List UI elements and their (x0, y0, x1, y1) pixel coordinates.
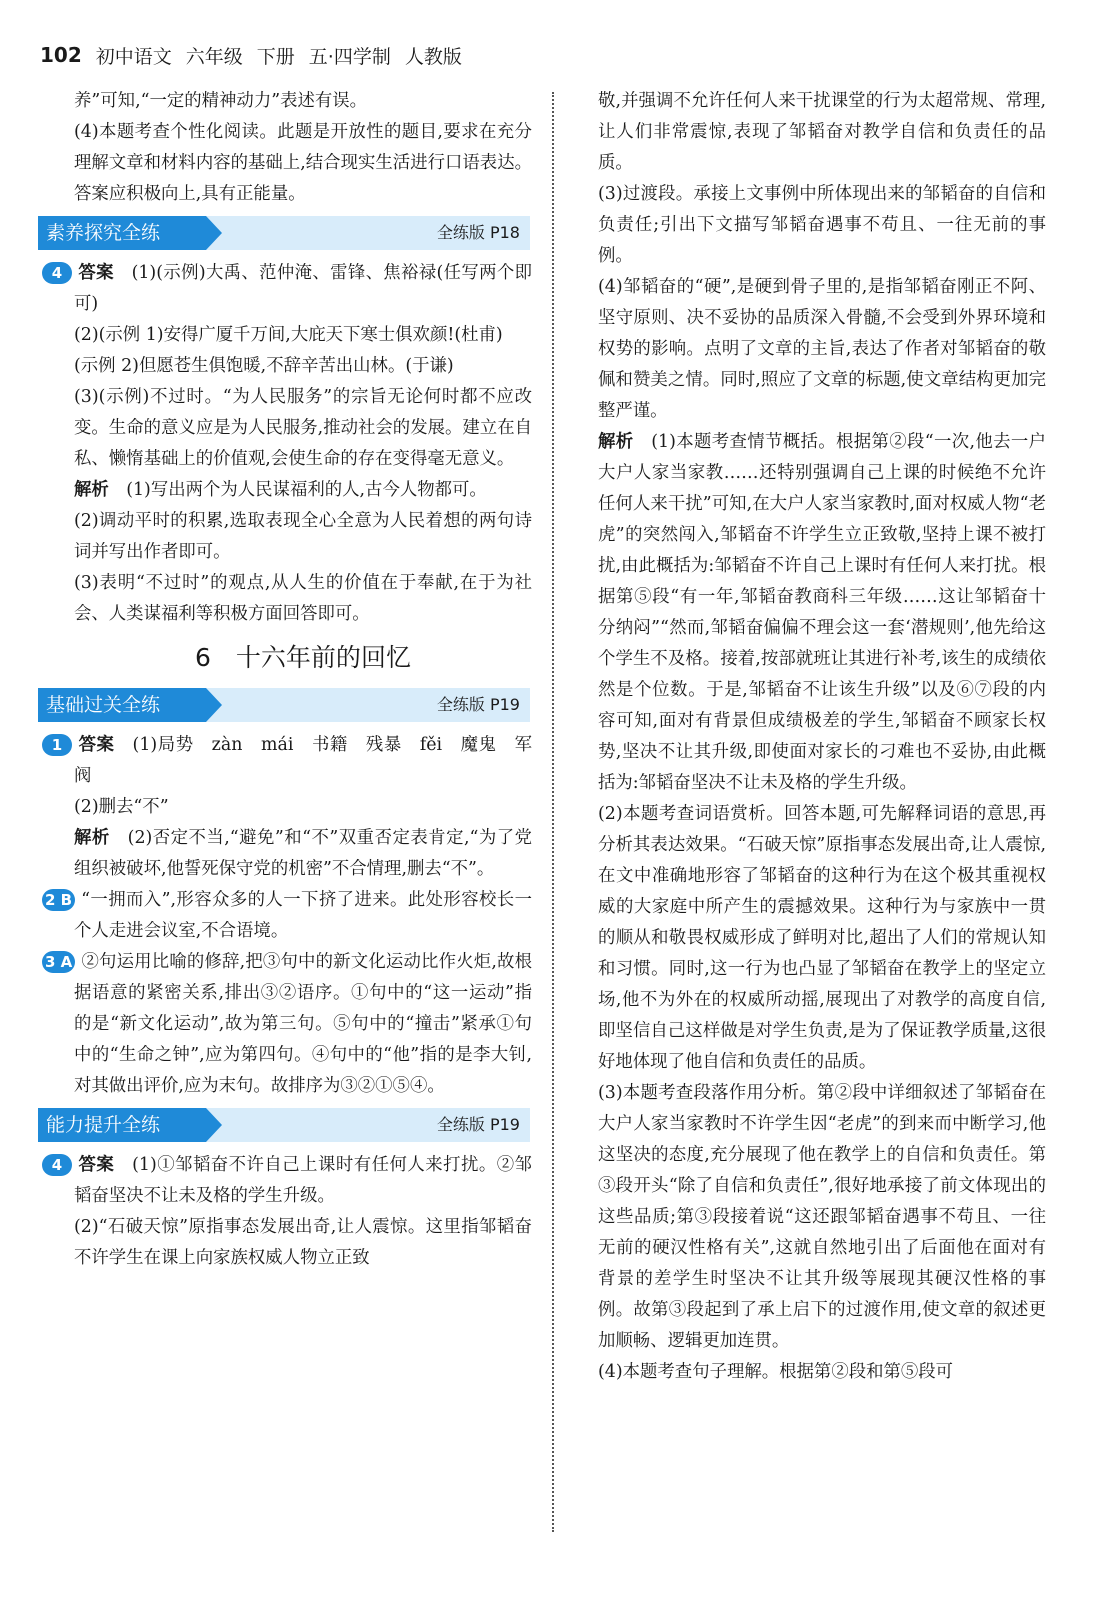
answer-label: 答案 (78, 735, 115, 755)
question-text: ②句运用比喻的修辞,把③句中的新文化运动比作火炬,故根据语意的紧密关系,排出③②语序。①句中的“这一运动”指的是“新文化运动”,故为第三句。⑤句中的“撞击”紧承①句中的“生命之钟”,应为第四句。④句中的“他”指的是李大钊,对其做出评价,应为末句。故排序为③②①⑤④。 (74, 952, 532, 1096)
answer-text: (1)①邹韬奋不许自己上课时有任何人来打扰。②邹韬奋坚决不让未及格的学生升级。 (74, 1155, 532, 1206)
page-number: 102 (40, 43, 82, 67)
s1-answer-2: (2)(示例 1)安得广厦千万间,大庇天下寒士俱欢颜!(杜甫) (74, 325, 503, 345)
lesson-title: 6 十六年前的回忆 (195, 643, 411, 672)
s1-answer-4: (3)(示例)不过时。“为人民服务”的宗旨无论何时都不应改变。生命的意义应是为人民服务,推动社会的发展。建立在自私、懒惰基础上的价值观,会使生命的存在变得毫无意义。 (74, 387, 532, 469)
section-banner-nengli (38, 1108, 530, 1142)
left-column (45, 86, 532, 1274)
section-banner-suyang (38, 216, 530, 250)
analysis-label: 解析 (598, 432, 634, 452)
header-grade: 六年级 (185, 45, 243, 68)
s1-analysis-3: (3)表明“不过时”的观点,从人生的价值在于奉献,在于为社会、人类谋福利等积极方面回答即可。 (74, 573, 532, 624)
banner-arrow-icon (206, 216, 222, 250)
right-para-2: (3)过渡段。承接上文事例中所体现出来的邹韬奋的自信和负责任;引出下文描写邹韬奋遇事不苟且、一往无前的事例。 (598, 184, 1046, 266)
s2-q1-answer-1 (51, 730, 532, 792)
right-analysis-4: (4)本题考查句子理解。根据第②段和第⑤段可 (598, 1362, 954, 1382)
right-column (598, 86, 1046, 1388)
section-banner-jichu (38, 688, 530, 722)
s1-analysis-1 (74, 475, 532, 506)
right-para-1: 敬,并强调不允许任何人来干扰课堂的行为太超常规、常理,让人们非常震惊,表现了邹韬奋对教学自信和负责任的品质。 (598, 91, 1046, 173)
page-header (40, 38, 462, 72)
s3-answer-1 (51, 1150, 532, 1212)
intro-line-1: 养”可知,“一定的精神动力”表述有误。 (74, 91, 368, 111)
question-number: 3 A (42, 951, 75, 973)
s2-q2 (45, 885, 532, 947)
s2-q1-analysis (74, 823, 532, 885)
question-number: 4 (42, 262, 72, 284)
question-number: 1 (42, 734, 72, 756)
intro-line-2: (4)本题考查个性化阅读。此题是开放性的题目,要求在充分理解文章和材料内容的基础上,结合现实生活进行口语表达。答案应积极向上,具有正能量。 (74, 122, 532, 204)
header-volume: 下册 (256, 45, 295, 68)
s1-answer-1 (51, 258, 532, 320)
section-title: 基础过关全练 (38, 688, 206, 722)
section-title: 能力提升全练 (38, 1108, 206, 1142)
banner-arrow-icon (206, 688, 222, 722)
right-para-3: (4)邹韬奋的“硬”,是硬到骨子里的,是指邹韬奋刚正不阿、坚守原则、决不妥协的品质深入骨髓,不会受到外界环境和权势的影响。点明了文章的主旨,表达了作者对邹韬奋的敬佩和赞美之情。同时,照应了文章的标题,使文章结构更加完整严谨。 (598, 277, 1046, 421)
s2-q1-answer-2: (2)删去“不” (74, 797, 169, 817)
question-number: 4 (42, 1154, 72, 1176)
banner-arrow-icon (206, 1108, 222, 1142)
analysis-text: (1)写出两个为人民谋福利的人,古今人物都可。 (126, 480, 487, 500)
question-text: “一拥而入”,形容众多的人一下挤了进来。此处形容校长一个人走进会议室,不合语境。 (74, 890, 532, 941)
analysis-text: (2)否定不当,“避免”和“不”双重否定表肯定,“为了党组织被破坏,他誓死保守党的机密”不合情理,删去“不”。 (74, 828, 532, 879)
s1-analysis-2: (2)调动平时的积累,选取表现全心全意为人民着想的两句诗词并写出作者即可。 (74, 511, 532, 562)
analysis-text: (1)本题考查情节概括。根据第②段“一次,他去一户大户人家当家教……还特别强调自己上课的时候绝不允许任何人来干扰”可知,在大户人家当家教时,面对权威人物“老虎”的突然闯入,邹韬奋不许学生立正致敬,坚持上课不被打扰,由此概括为:邹韬奋不许自己上课时有任何人来打扰。根据第⑤段“有一年,邹韬奋教商科三年级……这让邹韬奋十分纳闷”“然而,邹韬奋偏偏不理会这一套‘潜规则’,他先给这个学生不及格。接着,按部就班让其进行补考,该生的成绩依然是个位数。于是,邹韬奋不让该生升级”以及⑥⑦段的内容可知,面对有背景但成绩极差的学生,邹韬奋不顾家长权势,坚决不让其升级,即使面对家长的刁难也不妥协,由此概括为:邹韬奋坚决不让未及格的学生升级。 (598, 432, 1046, 793)
section-ref: 全练版 P18 (436, 223, 520, 242)
answer-text: (1)(示例)大禹、范仲淹、雷锋、焦裕禄(任写两个即可) (74, 263, 532, 314)
right-analysis-3: (3)本题考查段落作用分析。第②段中详细叙述了邹韬奋在大户人家当家教时不许学生因“老虎”的到来而中断学习,他这坚决的态度,充分展现了他在教学上的自信和负责任。第③段开头“除了自信和负责任”,很好地承接了前文体现出的这些品质;第③段接着说“这还跟邹韬奋遇事不苟且、一往无前的硬汉性格有关”,这就自然地引出了后面他在面对有背景的差学生时坚决不让其升级等展现其硬汉性格的事例。故第③段起到了承上启下的过渡作用,使文章的叙述更加顺畅、逻辑更加连贯。 (598, 1083, 1046, 1351)
section-title: 素养探究全练 (38, 216, 206, 250)
right-analysis-2: (2)本题考查词语赏析。回答本题,可先解释词语的意思,再分析其表达效果。“石破天惊”原指事态发展出奇,让人震惊,在文中准确地形容了邹韬奋的这种行为在这个极其重视权威的大家庭中所产生的震撼效果。这种行为与家族中一贯的顺从和敬畏权威形成了鲜明对比,超出了人们的常规认知和习惯。同时,这一行为也凸显了邹韬奋在教学上的坚定立场,他不为外在的权威所动摇,展现出了对教学的高度自信,即坚信自己这样做是对学生负责,是为了保证教学质量,这很好地体现了他自信和负责任的品质。 (598, 804, 1046, 1072)
header-system: 五·四学制 (308, 45, 391, 68)
header-edition: 人教版 (404, 45, 462, 68)
column-divider (552, 92, 554, 1532)
question-number: 2 B (42, 889, 75, 911)
s2-q3 (45, 947, 532, 1102)
answer-label: 答案 (78, 263, 114, 283)
answer-text: (1)局势 zàn mái 书籍 残暴 fěi 魔鬼 军阀 (74, 735, 532, 786)
answer-label: 答案 (78, 1155, 115, 1175)
section-ref: 全练版 P19 (436, 1115, 520, 1134)
analysis-label: 解析 (74, 480, 109, 500)
analysis-label: 解析 (74, 828, 110, 848)
s3-answer-2: (2)“石破天惊”原指事态发展出奇,让人震惊。这里指邹韬奋不许学生在课上向家族权威人物立正致 (74, 1217, 532, 1268)
header-subject: 初中语文 (95, 45, 172, 68)
section-ref: 全练版 P19 (436, 695, 520, 714)
right-analysis-1 (598, 427, 1046, 799)
s1-answer-3: (示例 2)但愿苍生俱饱暖,不辞辛苦出山林。(于谦) (74, 356, 454, 376)
